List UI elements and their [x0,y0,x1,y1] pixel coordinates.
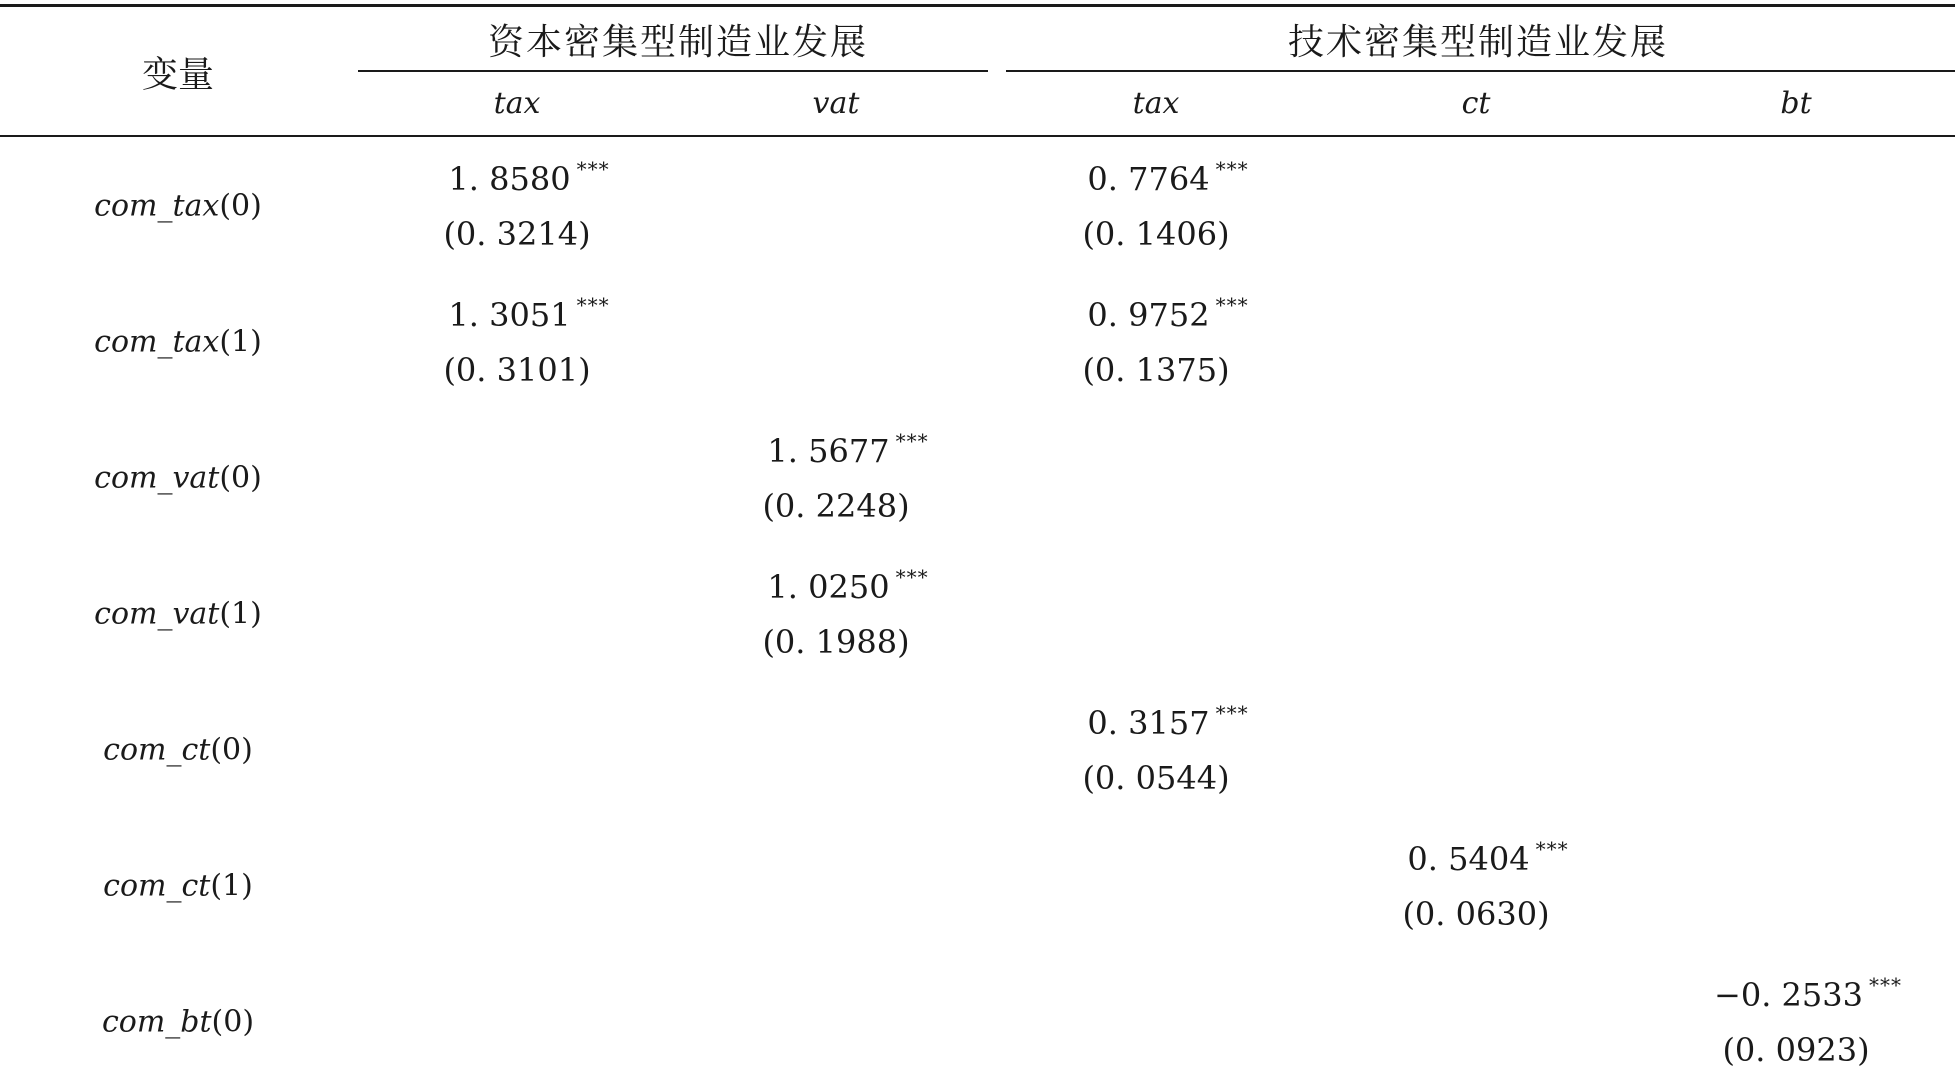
top-rule [0,4,1955,7]
row-label [94,325,262,360]
row-label [94,189,262,224]
coefficient-value [1407,837,1569,878]
group-tech-underline [1006,70,1955,72]
row-label [103,733,253,768]
row-variable-name: com_vat [94,460,220,496]
standard-error: (0. 3101) [443,351,591,389]
variable-header: 变量 [141,54,215,96]
column-header: ct [1461,86,1491,121]
standard-error: (0. 3214) [443,215,591,253]
row-variable-lag: (0) [219,188,262,224]
coefficient-value [1087,157,1249,198]
row-variable-name: com_ct [103,868,211,904]
significance-stars: *** [1215,701,1249,725]
coefficient-number: 0. 7764 [1087,160,1210,198]
group-title-capital-intensive: 资本密集型制造业发展 [487,22,869,63]
standard-error: (0. 1375) [1082,351,1230,389]
column-header: vat [812,86,860,121]
column-header: bt [1780,86,1812,121]
column-header: tax [1132,86,1180,121]
row-variable-lag: (1) [210,868,253,904]
significance-stars: *** [895,565,929,589]
significance-stars: *** [1868,973,1902,997]
row-variable-lag: (0) [210,732,253,768]
standard-error: (0. 0544) [1082,759,1230,797]
row-label [102,1005,254,1040]
row-variable-name: com_tax [94,324,220,360]
coefficient-number: 0. 3157 [1087,704,1210,742]
standard-error: (0. 1406) [1082,215,1230,253]
standard-error: (0. 0630) [1402,895,1550,933]
standard-error: (0. 1988) [762,623,910,661]
column-header: tax [493,86,541,121]
row-variable-name: com_tax [94,188,220,224]
significance-stars: *** [576,157,610,181]
group-capital-underline [358,70,988,72]
coefficient-value [767,565,929,606]
standard-error: (0. 2248) [762,487,910,525]
coefficient-number: 0. 5404 [1407,840,1530,878]
row-label [94,461,262,496]
row-variable-lag: (0) [219,460,262,496]
coefficient-number: 1. 0250 [767,568,890,606]
row-variable-name: com_vat [94,596,220,632]
standard-error: (0. 0923) [1722,1031,1870,1069]
coefficient-number: 1. 5677 [767,432,890,470]
significance-stars: *** [576,293,610,317]
row-variable-name: com_bt [101,1004,212,1040]
coefficient-value [448,157,610,198]
significance-stars: *** [1215,293,1249,317]
row-variable-name: com_ct [103,732,211,768]
coefficient-number: −0. 2533 [1714,976,1863,1014]
coefficient-value [1087,293,1249,334]
row-variable-lag: (1) [219,596,262,632]
row-variable-lag: (1) [219,324,262,360]
significance-stars: *** [895,429,929,453]
coefficient-number: 0. 9752 [1087,296,1210,334]
significance-stars: *** [1535,837,1569,861]
coefficient-value [1714,973,1902,1014]
group-title-technology-intensive: 技术密集型制造业发展 [1287,22,1669,63]
coefficient-value [1087,701,1249,742]
row-variable-lag: (0) [211,1004,255,1040]
row-label [103,869,253,904]
significance-stars: *** [1215,157,1249,181]
coefficient-value [767,429,929,470]
coefficient-value [448,293,610,334]
coefficient-number: 1. 3051 [448,296,571,334]
row-label [94,597,262,632]
coefficient-number: 1. 8580 [448,160,571,198]
header-bottom-rule [0,135,1955,137]
